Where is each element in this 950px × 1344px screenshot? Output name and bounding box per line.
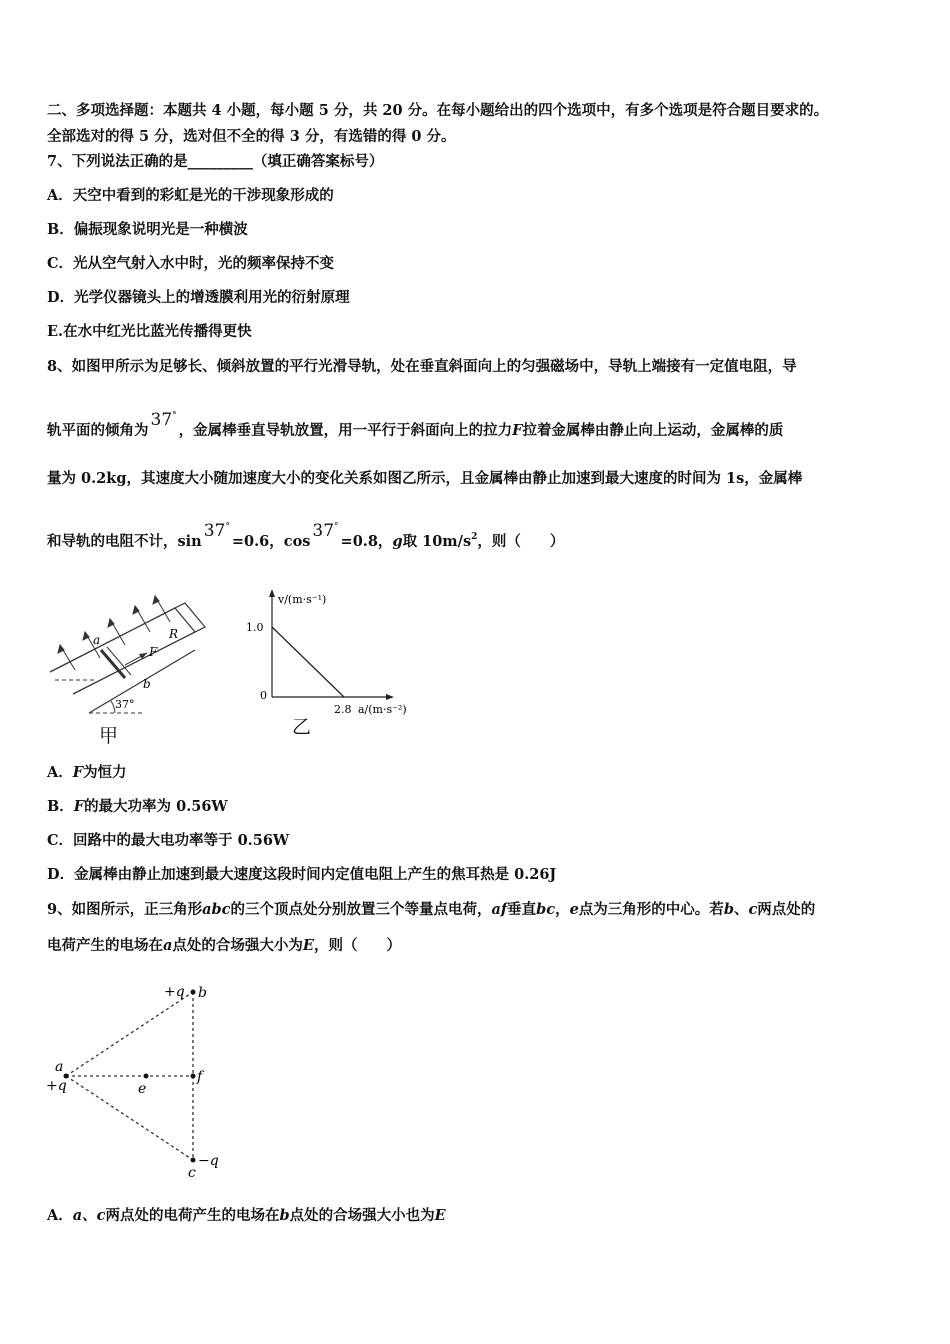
figure-yi-svg: [240, 585, 440, 745]
jia-label-b: b: [143, 677, 151, 691]
label-q-b: +q: [164, 984, 185, 1000]
q8-angle: [151, 410, 177, 430]
q8-sin-angle-value: 37: [203, 521, 226, 541]
q7-option-d: D．光学仪器镜头上的增透膜利用光的衍射原理: [47, 289, 350, 306]
label-c: c: [188, 1165, 196, 1181]
section-header-line2: 全部选对的得 5 分，选对但不全的得 3 分，有选错的得 0 分。: [47, 128, 456, 145]
q9-c: c: [748, 901, 758, 918]
q9-E: E: [302, 937, 314, 954]
q9-line2-c: ，则（ ）: [313, 937, 401, 954]
jia-resistor-box: [175, 603, 205, 632]
q8-option-b-pre: B．: [47, 798, 74, 815]
label-e: e: [138, 1081, 147, 1097]
jia-label-f: F: [149, 645, 158, 659]
jia-label-a: a: [93, 633, 101, 647]
q9-option-a-b: b: [279, 1207, 290, 1224]
jia-label-r: R: [169, 627, 179, 641]
q8-cos-angle: [312, 521, 338, 541]
point-c: [191, 1158, 196, 1163]
q8-option-b-post: 的最大功率为 0.56W: [84, 798, 228, 815]
q8-angle-value: 37: [150, 410, 173, 430]
jia-label-angle: 37°: [115, 698, 135, 711]
q9-line2: [47, 936, 401, 956]
q8-option-b-var: F: [73, 798, 85, 815]
label-q-a: +q: [46, 1078, 67, 1094]
q8-option-b: [47, 797, 228, 817]
q8-line4-a: 和导轨的电阻不计，sin: [47, 533, 202, 550]
q9-line1-f: 两点处的: [757, 901, 816, 918]
point-e: [144, 1074, 149, 1079]
q8-line2: [47, 410, 784, 443]
q8-line1: 8、如图甲所示为足够长、倾斜放置的平行光滑导轨，处在垂直斜面向上的匀强磁场中，导轨上端接有一定值电阻，导: [47, 358, 797, 375]
figure-triangle-svg: [40, 975, 240, 1185]
q8-line4-b: =0.6，cos: [231, 533, 311, 550]
q9-option-a: [47, 1206, 446, 1226]
yi-origin: 0: [260, 689, 267, 702]
figure-jia-svg: [45, 590, 215, 750]
q8-option-c: C．回路中的最大电功率等于 0.56W: [47, 832, 290, 849]
label-a: a: [55, 1059, 64, 1075]
triangle-dashed-lines: [66, 992, 193, 1160]
q8-line4: [47, 521, 565, 554]
yi-x-arrowhead: [386, 694, 394, 700]
q8-line4-d: 取 10m/s: [402, 533, 472, 550]
q8-line3: 量为 0.2kg，其速度大小随加速度大小的变化关系如图乙所示，且金属棒由静止加速到最大速度的时间为 1s，金属棒: [47, 470, 803, 487]
q9-option-a-mid: 两点处的电荷产生的电场在: [105, 1207, 280, 1224]
q9-line1-c: 垂直: [507, 901, 537, 918]
q8-sin-angle: [204, 521, 230, 541]
q8-angle-deg: °: [172, 411, 177, 421]
q8-line4-e: ，则（ ）: [477, 533, 565, 550]
q7-option-e: E.在水中红光比蓝光传播得更快: [47, 323, 252, 340]
q7-option-c: C．光从空气射入水中时，光的频率保持不变: [47, 255, 335, 272]
label-b: b: [198, 985, 207, 1001]
section-header-line1: 二、多项选择题：本题共 4 小题，每小题 5 分，共 20 分。在每小题给出的四个选项中，有多个选项是符合题目要求的。: [47, 102, 829, 119]
q8-sin-angle-deg: °: [225, 522, 230, 532]
q8-option-a: [47, 763, 127, 783]
jia-caption: 甲: [99, 725, 119, 747]
yi-caption: 乙: [292, 716, 312, 738]
q9-option-a-ac: a、c: [72, 1207, 106, 1224]
q9-e: e: [569, 901, 579, 918]
figure-yi: [240, 585, 440, 745]
figure-jia: [45, 590, 215, 750]
q8-var-f: F: [512, 422, 523, 439]
q9-abc: abc: [202, 901, 231, 918]
q7-option-a: A．天空中看到的彩虹是光的干涉现象形成的: [47, 187, 334, 204]
yi-data-line: [272, 627, 344, 697]
q9-a: a: [163, 937, 173, 954]
label-f: f: [197, 1069, 203, 1085]
q8-cos-angle-deg: °: [334, 522, 339, 532]
q8-var-g: g: [392, 533, 403, 550]
q9-line1-b: 的三个顶点处分别放置三个等量点电荷，: [230, 901, 492, 918]
q9-b: b: [723, 901, 734, 918]
q9-sep: 、: [733, 901, 749, 918]
yi-y-tick: 1.0: [246, 621, 264, 634]
q8-option-a-pre: A．: [47, 764, 73, 781]
yi-y-label: v/(m·s⁻¹): [278, 593, 327, 606]
q9-line1-a: 9、如图所示，正三角形: [47, 901, 203, 918]
point-b: [191, 990, 196, 995]
q7-option-b: B．偏振现象说明光是一种横波: [47, 221, 248, 238]
q8-line2-c: 拉着金属棒由静止向上运动，金属棒的质: [522, 422, 784, 439]
q9-option-a-mid2: 点处的合场强大小也为: [289, 1207, 435, 1224]
q8-option-a-var: F: [72, 764, 84, 781]
yi-y-arrowhead: [269, 589, 275, 597]
yi-x-tick: 2.8: [334, 703, 352, 716]
q8-cos-angle-value: 37: [312, 521, 335, 541]
q9-line1-e: 点为三角形的中心。若: [578, 901, 724, 918]
jia-rail-bottom: [73, 632, 195, 694]
q7-stem: 7、下列说法正确的是_________（填正确答案标号）: [47, 153, 384, 170]
q9-line1: [47, 900, 815, 920]
q9-line2-b: 点处的合场强大小为: [172, 937, 303, 954]
q8-line2-b: ，金属棒垂直导轨放置，用一平行于斜面向上的拉力: [178, 422, 513, 439]
q9-option-a-pre: A．: [47, 1207, 73, 1224]
q8-line4-c: =0.8，: [340, 533, 393, 550]
figure-triangle: [40, 975, 240, 1185]
q9-line1-d: ，: [555, 901, 570, 918]
q8-option-d: D．金属棒由静止加速到最大速度这段时间内定值电阻上产生的焦耳热是 0.26J: [47, 866, 557, 883]
point-f: [191, 1074, 196, 1079]
q9-bc: bc: [536, 901, 556, 918]
label-q-c: −q: [198, 1153, 219, 1169]
q9-option-a-E: E: [434, 1207, 446, 1224]
q8-line2-a: 轨平面的倾角为: [47, 422, 149, 439]
q8-sup-2: 2: [471, 532, 478, 542]
q9-line2-a: 电荷产生的电场在: [47, 937, 163, 954]
yi-x-label: a/(m·s⁻²): [358, 703, 407, 716]
q8-option-a-post: 为恒力: [83, 764, 127, 781]
q9-af: af: [491, 901, 508, 918]
